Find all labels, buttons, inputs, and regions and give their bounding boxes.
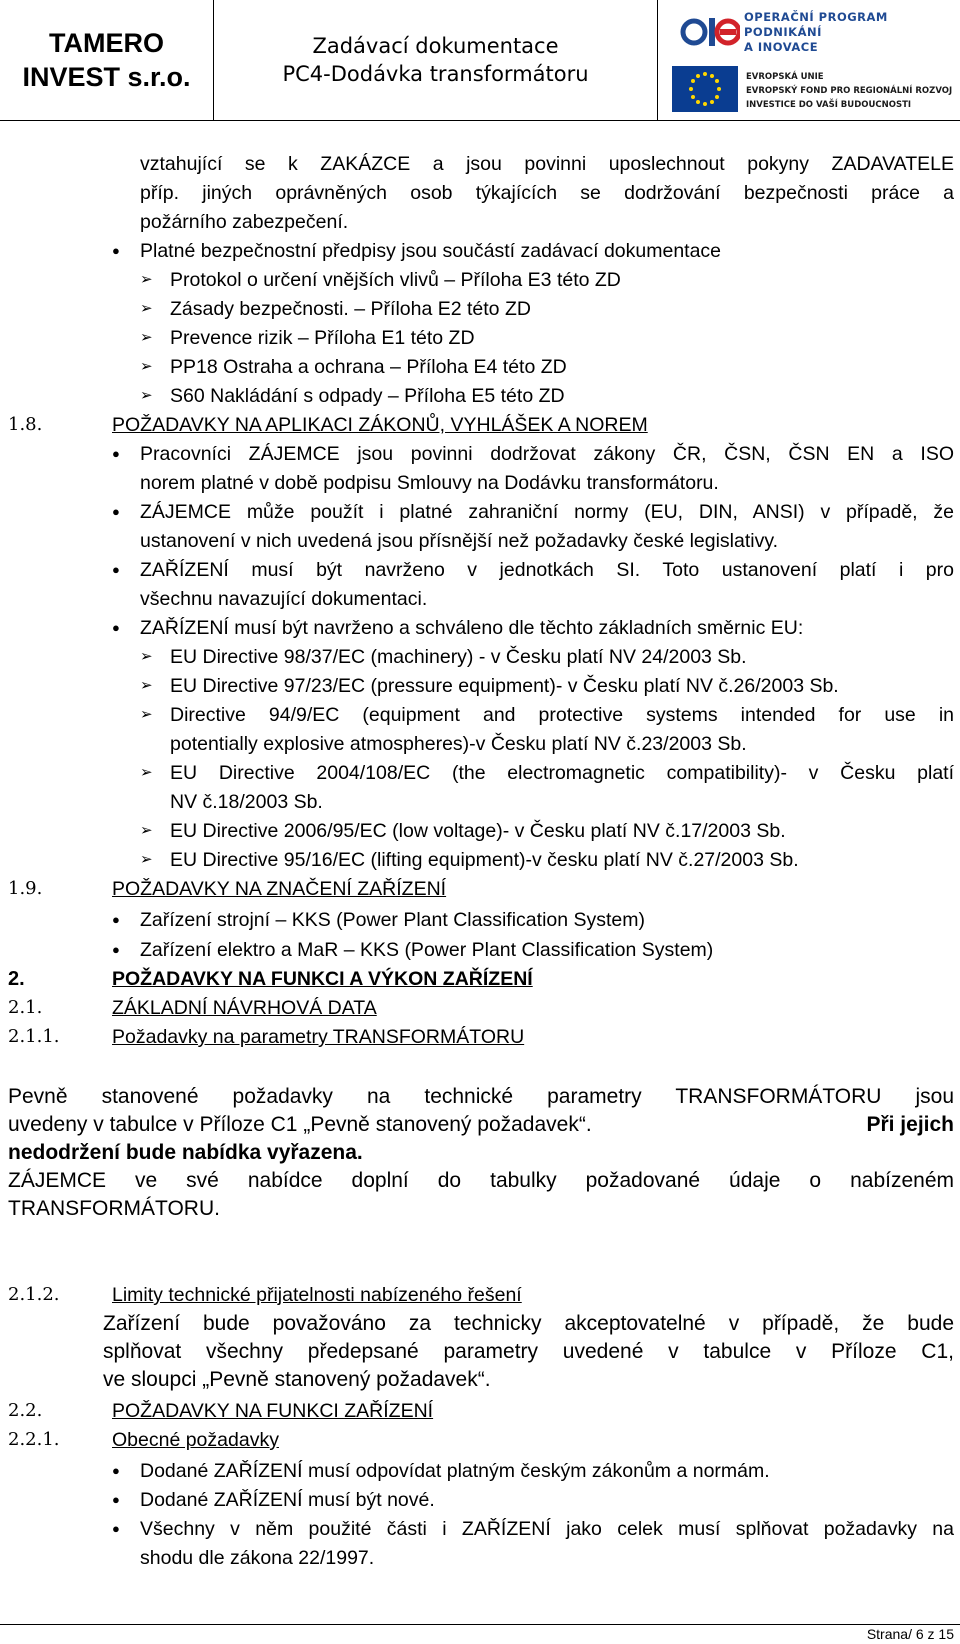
company-name-line2: INVEST s.r.o. bbox=[22, 62, 191, 92]
arrow-bullet-icon: ➢ bbox=[140, 706, 153, 723]
list-item: EU Directive 95/16/EC (lifting equipment)-v česku platí NV č.27/2003 Sb. bbox=[170, 849, 799, 871]
subsection-heading: Obecné požadavky bbox=[112, 1429, 279, 1451]
list-item: Directive 94/9/EC (equipment and protective systems intended for use in bbox=[170, 704, 954, 726]
section-number: 2.1. bbox=[8, 997, 43, 1018]
list-item: S60 Nakládání s odpady – Příloha E5 této ZD bbox=[170, 385, 565, 407]
text-line: příp. jiných oprávněných osob týkajících se dodržování bezpečnosti práce a bbox=[140, 182, 954, 204]
bullet-icon: ● bbox=[112, 1521, 120, 1536]
bullet-icon: ● bbox=[112, 942, 120, 957]
arrow-bullet-icon: ➢ bbox=[140, 387, 153, 404]
text-line: Pevně stanovené požadavky na technické parametry TRANSFORMÁTORU jsou bbox=[8, 1085, 954, 1108]
company-name-line1: TAMERO bbox=[49, 28, 164, 58]
bullet-icon: ● bbox=[112, 562, 120, 577]
arrow-bullet-icon: ➢ bbox=[140, 648, 153, 665]
list-item: Všechny v něm použité části i ZAŘÍZENÍ jako celek musí splňovat požadavky na bbox=[140, 1518, 954, 1540]
page-header bbox=[0, 0, 960, 121]
section-number: 2.2. bbox=[8, 1400, 43, 1421]
arrow-bullet-icon: ➢ bbox=[140, 677, 153, 694]
bullet-icon: ● bbox=[112, 912, 120, 927]
text-line: TRANSFORMÁTORU. bbox=[8, 1197, 220, 1220]
subsection-heading: Požadavky na parametry TRANSFORMÁTORU bbox=[112, 1026, 525, 1048]
list-item: Dodané ZAŘÍZENÍ musí být nové. bbox=[140, 1489, 435, 1511]
subsection-number: 2.2.1. bbox=[8, 1429, 60, 1450]
text-line: vztahující se k ZAKÁZCE a jsou povinni uposlechnout pokyny ZADAVATELE bbox=[140, 153, 954, 175]
list-item-continuation: NV č.18/2003 Sb. bbox=[170, 791, 323, 813]
document-title-line2: PC4-Dodávka transformátoru bbox=[282, 62, 589, 86]
list-item: ZAŘÍZENÍ musí být navrženo a schváleno dle těchto základních směrnic EU: bbox=[140, 617, 804, 639]
bullet-icon: ● bbox=[112, 243, 120, 258]
list-item-continuation: ustanovení v nich uvedená jsou přísnější než požadavky české legislativy. bbox=[140, 530, 779, 552]
section-heading: POŽADAVKY NA APLIKACI ZÁKONŮ, VYHLÁŠEK A NOREM bbox=[112, 414, 648, 436]
list-item: EU Directive 2004/108/EC (the electromagnetic compatibility)- v Česku platí bbox=[170, 762, 954, 784]
arrow-bullet-icon: ➢ bbox=[140, 822, 153, 839]
arrow-bullet-icon: ➢ bbox=[140, 271, 153, 288]
bullet-icon: ● bbox=[112, 446, 120, 461]
list-item: EU Directive 2006/95/EC (low voltage)- v Česku platí NV č.17/2003 Sb. bbox=[170, 820, 786, 842]
bullet-icon: ● bbox=[112, 620, 120, 635]
list-item: Prevence rizik – Příloha E1 této ZD bbox=[170, 327, 475, 349]
arrow-bullet-icon: ➢ bbox=[140, 851, 153, 868]
section-number: 1.8. bbox=[8, 414, 43, 435]
list-item: Protokol o určení vnějších vlivů – Příloha E3 této ZD bbox=[170, 269, 621, 291]
list-item: Zásady bezpečnosti. – Příloha E2 této ZD bbox=[170, 298, 531, 320]
list-item-continuation: všechnu navazující dokumentaci. bbox=[140, 588, 428, 610]
chapter-heading: POŽADAVKY NA FUNKCI A VÝKON ZAŘÍZENÍ bbox=[112, 968, 533, 990]
list-item-continuation: shodu dle zákona 22/1997. bbox=[140, 1547, 375, 1569]
list-item-continuation: potentially explosive atmospheres)-v Česku platí NV č.23/2003 Sb. bbox=[170, 733, 747, 755]
list-item-continuation: norem platné v době podpisu Smlouvy na Dodávku transformátoru. bbox=[140, 472, 719, 494]
bullet-icon: ● bbox=[112, 1463, 120, 1478]
arrow-bullet-icon: ➢ bbox=[140, 764, 153, 781]
subsection-heading: Limity technické přijatelnosti nabízeného řešení bbox=[112, 1284, 522, 1306]
subsection-number: 2.1.2. bbox=[8, 1284, 60, 1305]
subsection-number: 2.1.1. bbox=[8, 1026, 60, 1047]
list-item: PP18 Ostraha a ochrana – Příloha E4 této ZD bbox=[170, 356, 567, 378]
list-item: Zařízení elektro a MaR – KKS (Power Plant Classification System) bbox=[140, 939, 714, 961]
list-item: ZAŘÍZENÍ musí být navrženo v jednotkách SI. Toto ustanovení platí i pro bbox=[140, 559, 954, 581]
section-heading: ZÁKLADNÍ NÁVRHOVÁ DATA bbox=[112, 997, 377, 1019]
header-document bbox=[214, 0, 658, 120]
eu-flag-icon bbox=[672, 66, 738, 112]
text-line: požárního zabezpečení. bbox=[140, 211, 349, 233]
arrow-bullet-icon: ➢ bbox=[140, 300, 153, 317]
list-item: EU Directive 97/23/EC (pressure equipment)- v Česku platí NV č.26/2003 Sb. bbox=[170, 675, 839, 697]
list-item: Dodané ZAŘÍZENÍ musí odpovídat platným českým zákonům a normám. bbox=[140, 1460, 770, 1482]
opik-logo-text: OPERAČNÍ PROGRAM PODNIKÁNÍ A INOVACE bbox=[744, 10, 888, 54]
section-number: 1.9. bbox=[8, 878, 43, 899]
chapter-number: 2. bbox=[8, 968, 25, 990]
text-line: uvedeny v tabulce v Příloze C1 „Pevně stanovený požadavek“. Při jejich bbox=[8, 1113, 954, 1136]
opik-logo-icon bbox=[680, 10, 740, 54]
eu-logo-text: EVROPSKÁ UNIE EVROPSKÝ FOND PRO REGIONÁLNÍ ROZVOJ INVESTICE DO VAŠÍ BUDOUCNOSTI bbox=[746, 72, 953, 110]
text-line: splňovat všechny předepsané parametry uvedené v tabulce v Příloze C1, bbox=[103, 1340, 954, 1363]
section-heading: POŽADAVKY NA ZNAČENÍ ZAŘÍZENÍ bbox=[112, 878, 447, 900]
list-item: Pracovníci ZÁJEMCE jsou povinni dodržovat zákony ČR, ČSN, ČSN EN a ISO bbox=[140, 443, 954, 465]
list-item: Platné bezpečnostní předpisy jsou součástí zadávací dokumentace bbox=[140, 240, 722, 262]
bullet-icon: ● bbox=[112, 1492, 120, 1507]
arrow-bullet-icon: ➢ bbox=[140, 329, 153, 346]
document-title-line1: Zadávací dokumentace bbox=[312, 34, 559, 58]
list-item: EU Directive 98/37/EC (machinery) - v Česku platí NV 24/2003 Sb. bbox=[170, 646, 747, 668]
bullet-icon: ● bbox=[112, 504, 120, 519]
list-item: Zařízení strojní – KKS (Power Plant Classification System) bbox=[140, 909, 646, 931]
section-heading: POŽADAVKY NA FUNKCI ZAŘÍZENÍ bbox=[112, 1400, 434, 1422]
list-item: ZÁJEMCE může použít i platné zahraniční normy (EU, DIN, ANSI) v případě, že bbox=[140, 501, 954, 523]
text-line: ve sloupci „Pevně stanovený požadavek“. bbox=[103, 1368, 491, 1391]
text-line-emphasis: nedodržení bude nabídka vyřazena. bbox=[8, 1141, 363, 1164]
footer-divider bbox=[0, 1624, 960, 1625]
page-number: Strana/ 6 z 15 bbox=[866, 1626, 954, 1642]
text-line: Zařízení bude považováno za technicky akceptovatelné v případě, že bude bbox=[103, 1312, 954, 1335]
header-company bbox=[0, 0, 214, 120]
text-line: ZÁJEMCE ve své nabídce doplní do tabulky požadované údaje o nabízeném bbox=[8, 1169, 954, 1192]
arrow-bullet-icon: ➢ bbox=[140, 358, 153, 375]
